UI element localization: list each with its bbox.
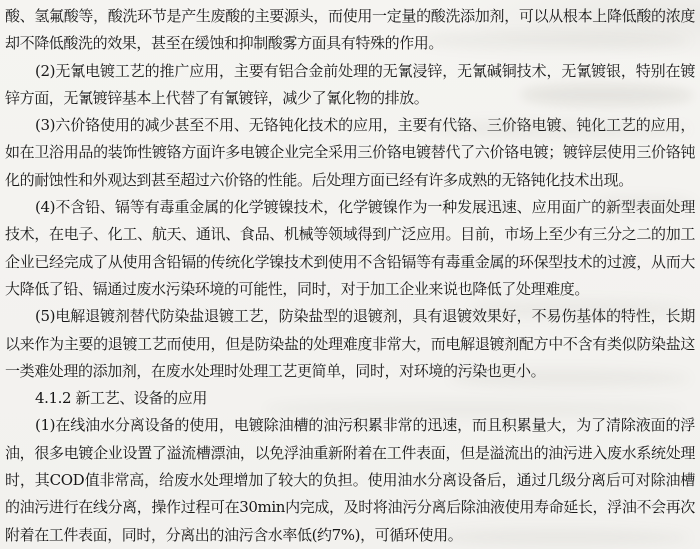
paragraph-2-cyanide-free-plating: (2)无氰电镀工艺的推广应用，主要有铝合金前处理的无氰浸锌，无氰碱铜技术，无氰镀银，特别在镀锌方面，无氰镀锌基本上代替了有氰镀锌，减少了氰化物的排放。 xyxy=(5,61,695,107)
section-heading-4-1-2: 4.1.2 新工艺、设备的应用 xyxy=(35,389,207,408)
paragraph-5-electrolytic-stripping-agent: (5)电解退镀剂替代防染盐退镀工艺，防染盐型的退镀剂，具有退镀效果好，不易伤基体的特性，长期以来作为主要的退镀工艺而使用，但是防染盐的处理难度非常大，而电解退镀剂配方中不含有类似防染盐这一类难处理的添加剂，在废水处理时处理工艺更简单，同时，对环境的污染也更小。 xyxy=(5,307,695,380)
paragraph-acid-wash-continuation: 酸、氢氟酸等，酸洗环节是产生废酸的主要源头，而使用一定量的酸洗添加剂，可以从根本上降低酸的浓度却不降低酸洗的效果，甚至在缓蚀和抑制酸雾方面具有特殊的作用。 xyxy=(5,7,695,53)
paragraph-4-lead-cadmium-free-nickel: (4)不含铅、镉等有毒重金属的化学镀镍技术，化学镀镍作为一种发展迅速、应用面广的新型表面处理技术，在电子、化工、航天、通讯、食品、机械等领域得到广泛应用。目前，市场上至少有三分之二的加工企业已经完成了从使用含铅镉的传统化学镍技术到使用不含铅镉等有毒重金属的环保型技术的过渡，从而大大降低了铅、镉通过废水污染环境的可能性，同时，对于加工企业来说也降低了处理难度。 xyxy=(5,198,695,298)
paragraph-1-oil-water-separation: (1)在线油水分离设备的使用，电镀除油槽的油污积累非常的迅速，而且积累量大，为了清除液面的浮油，很多电镀企业设置了溢流槽漂油，以免浮油重新附着在工件表面，但是溢流出的油污进入废水系统处理时，其COD值非常高，给废水处理增加了较大的负担。使用油水分离设备后，通过几级分离后可对除油槽的油污进行在线分离，操作过程可在30min内完成，及时将油污分离后除油液使用寿命延长，浮油不会再次附着在工件表面，同时，分离出的油污含水率低(约7%)，可循环使用。 xyxy=(5,416,695,544)
paragraph-3-hexavalent-chromium-reduction: (3)六价铬使用的减少甚至不用、无铬钝化技术的应用，主要有代铬、三价铬电镀、钝化工艺的应用，如在卫浴用品的装饰性镀铬方面许多电镀企业完全采用三价铬电镀替代了六价铬电镀；镀锌层使用三价铬钝化的耐蚀性和外观达到甚至超过六价铬的性能。后处理方面已经有许多成熟的无铬钝化技术出现。 xyxy=(5,116,695,189)
